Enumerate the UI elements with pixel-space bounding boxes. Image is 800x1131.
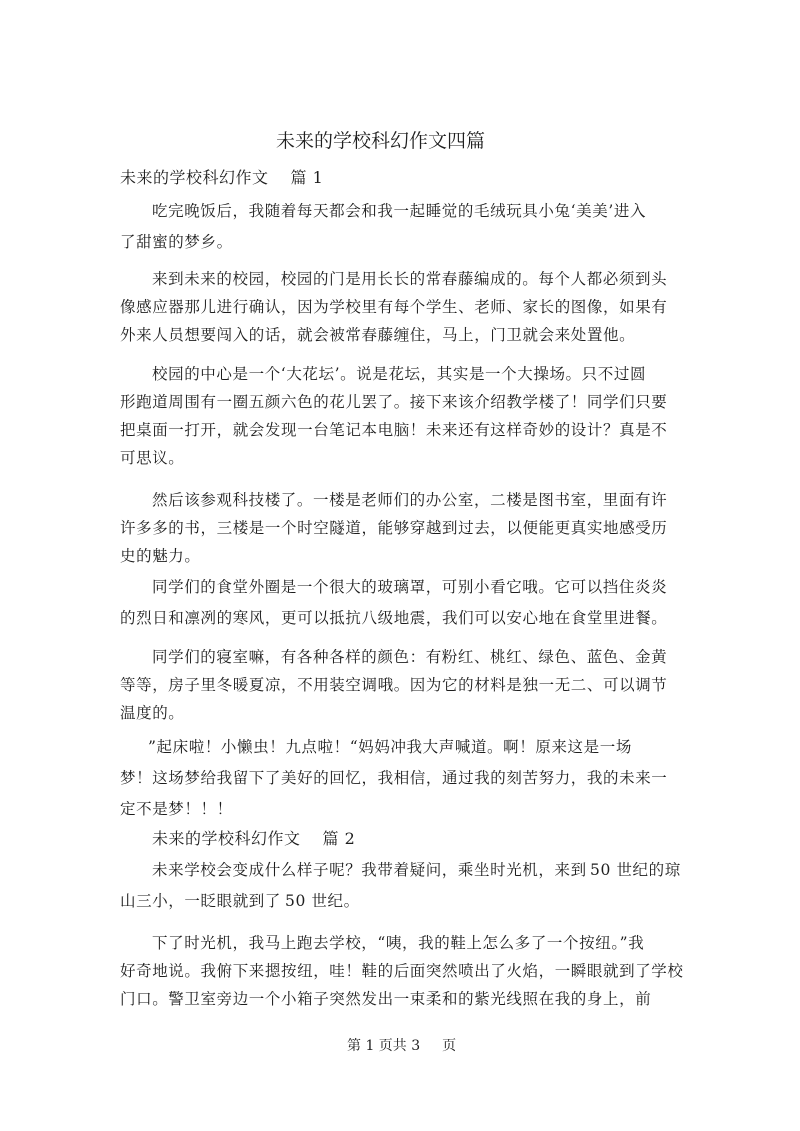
paragraph-line: 好奇地说。我俯下来摁按纽，哇！鞋的后面突然喷出了火焰，一瞬眼就到了学校	[120, 962, 684, 980]
paragraph-line: 山三小，一眨眼就到了	[120, 892, 282, 910]
paragraph-line: 门口。警卫室旁边一个小箱子突然发出一束柔和的紫光线照在我的身上，前	[120, 990, 652, 1008]
page-number-suffix: 页	[442, 1038, 457, 1054]
paragraph-line: 的烈日和凛冽的寒风，更可以抵抗八级地震，我们可以安心地在食堂里进餐。	[120, 609, 668, 627]
paragraph-line: 同学们的食堂外圈是一个很大的玻璃罩，可别小看它哦。它可以挡住炎炎	[152, 578, 668, 596]
paragraph-line: 史的魅力。	[120, 547, 201, 565]
section-heading-2	[152, 826, 355, 849]
paragraph-line: 来到未来的校园，校园的门是用长长的常春藤编成的。每个人都必须到头	[152, 270, 668, 288]
paragraph-line: 梦！这场梦给我留下了美好的回忆，我相信，通过我的刻苦努力，我的未来一	[120, 769, 668, 787]
paragraph-line: 许多多的书，三楼是一个时空隧道，能够穿越到过去，以便能更真实地感受历	[120, 519, 668, 537]
paragraph-line: 校园的中心是一个‘大花坛’。说是花坛，其实是一个大操场。只不过圆	[152, 365, 647, 383]
paragraph-line: 定不是梦！！！	[120, 800, 233, 818]
page-number: 第 1 页共 3	[347, 1038, 421, 1054]
section-heading-1	[120, 165, 323, 188]
section-heading-number: 篇 2	[322, 829, 356, 848]
paragraph-line: 像感应器那儿进行确认，因为学校里有每个学生、老师、家长的图像，如果有	[120, 298, 668, 316]
paragraph-line: 吃完晚饭后，我随着每天都会和我一起睡觉的毛绒玩具小兔‘美美’进入	[152, 202, 647, 220]
paragraph-line: 50 世纪。	[285, 892, 360, 910]
paragraph-line: 把桌面一打开，就会发现一台笔记本电脑！未来还有这样奇妙的设计？真是不	[120, 421, 668, 439]
paragraph-line: 形跑道周围有一圈五颜六色的花儿罢了。接下来该介绍教学楼了！同学们只要	[120, 393, 668, 411]
paragraph-line: ”起床啦！小懒虫！九点啦！“妈妈冲我大声喊道。啊！原来这是一场	[148, 738, 632, 756]
section-heading-text: 未来的学校科幻作文	[152, 829, 301, 848]
paragraph-line: 未来学校会变成什么样子呢？我带着疑问，乘坐时光机，来到	[152, 861, 587, 879]
paragraph-line: 等等，房子里冬暖夏凉，不用装空调哦。因为它的材料是独一无二、可以调节	[120, 676, 668, 694]
document-title: 未来的学校科幻作文四篇	[276, 130, 486, 152]
section-heading-text: 未来的学校科幻作文	[120, 168, 269, 187]
paragraph-line: 同学们的寝室嘛，有各种各样的颜色：有粉红、桃红、绿色、蓝色、金黄	[152, 648, 668, 666]
paragraph-line: 外来人员想要闯入的话，就会被常春藤缠住，马上，门卫就会来处置他。	[120, 326, 636, 344]
section-heading-number: 篇 1	[290, 168, 324, 187]
paragraph-line: 下了时光机，我马上跑去学校，“咦，我的鞋上怎么多了一个按纽。”我	[152, 934, 645, 952]
paragraph-line: 了甜蜜的梦乡。	[120, 233, 233, 251]
paragraph-line: 可思议。	[120, 449, 185, 467]
paragraph-line: 50 世纪的琼	[590, 861, 681, 879]
paragraph-line: 然后该参观科技楼了。一楼是老师们的办公室，二楼是图书室，里面有许	[152, 491, 668, 509]
paragraph-line: 温度的。	[120, 704, 185, 722]
page-footer	[347, 1035, 456, 1055]
